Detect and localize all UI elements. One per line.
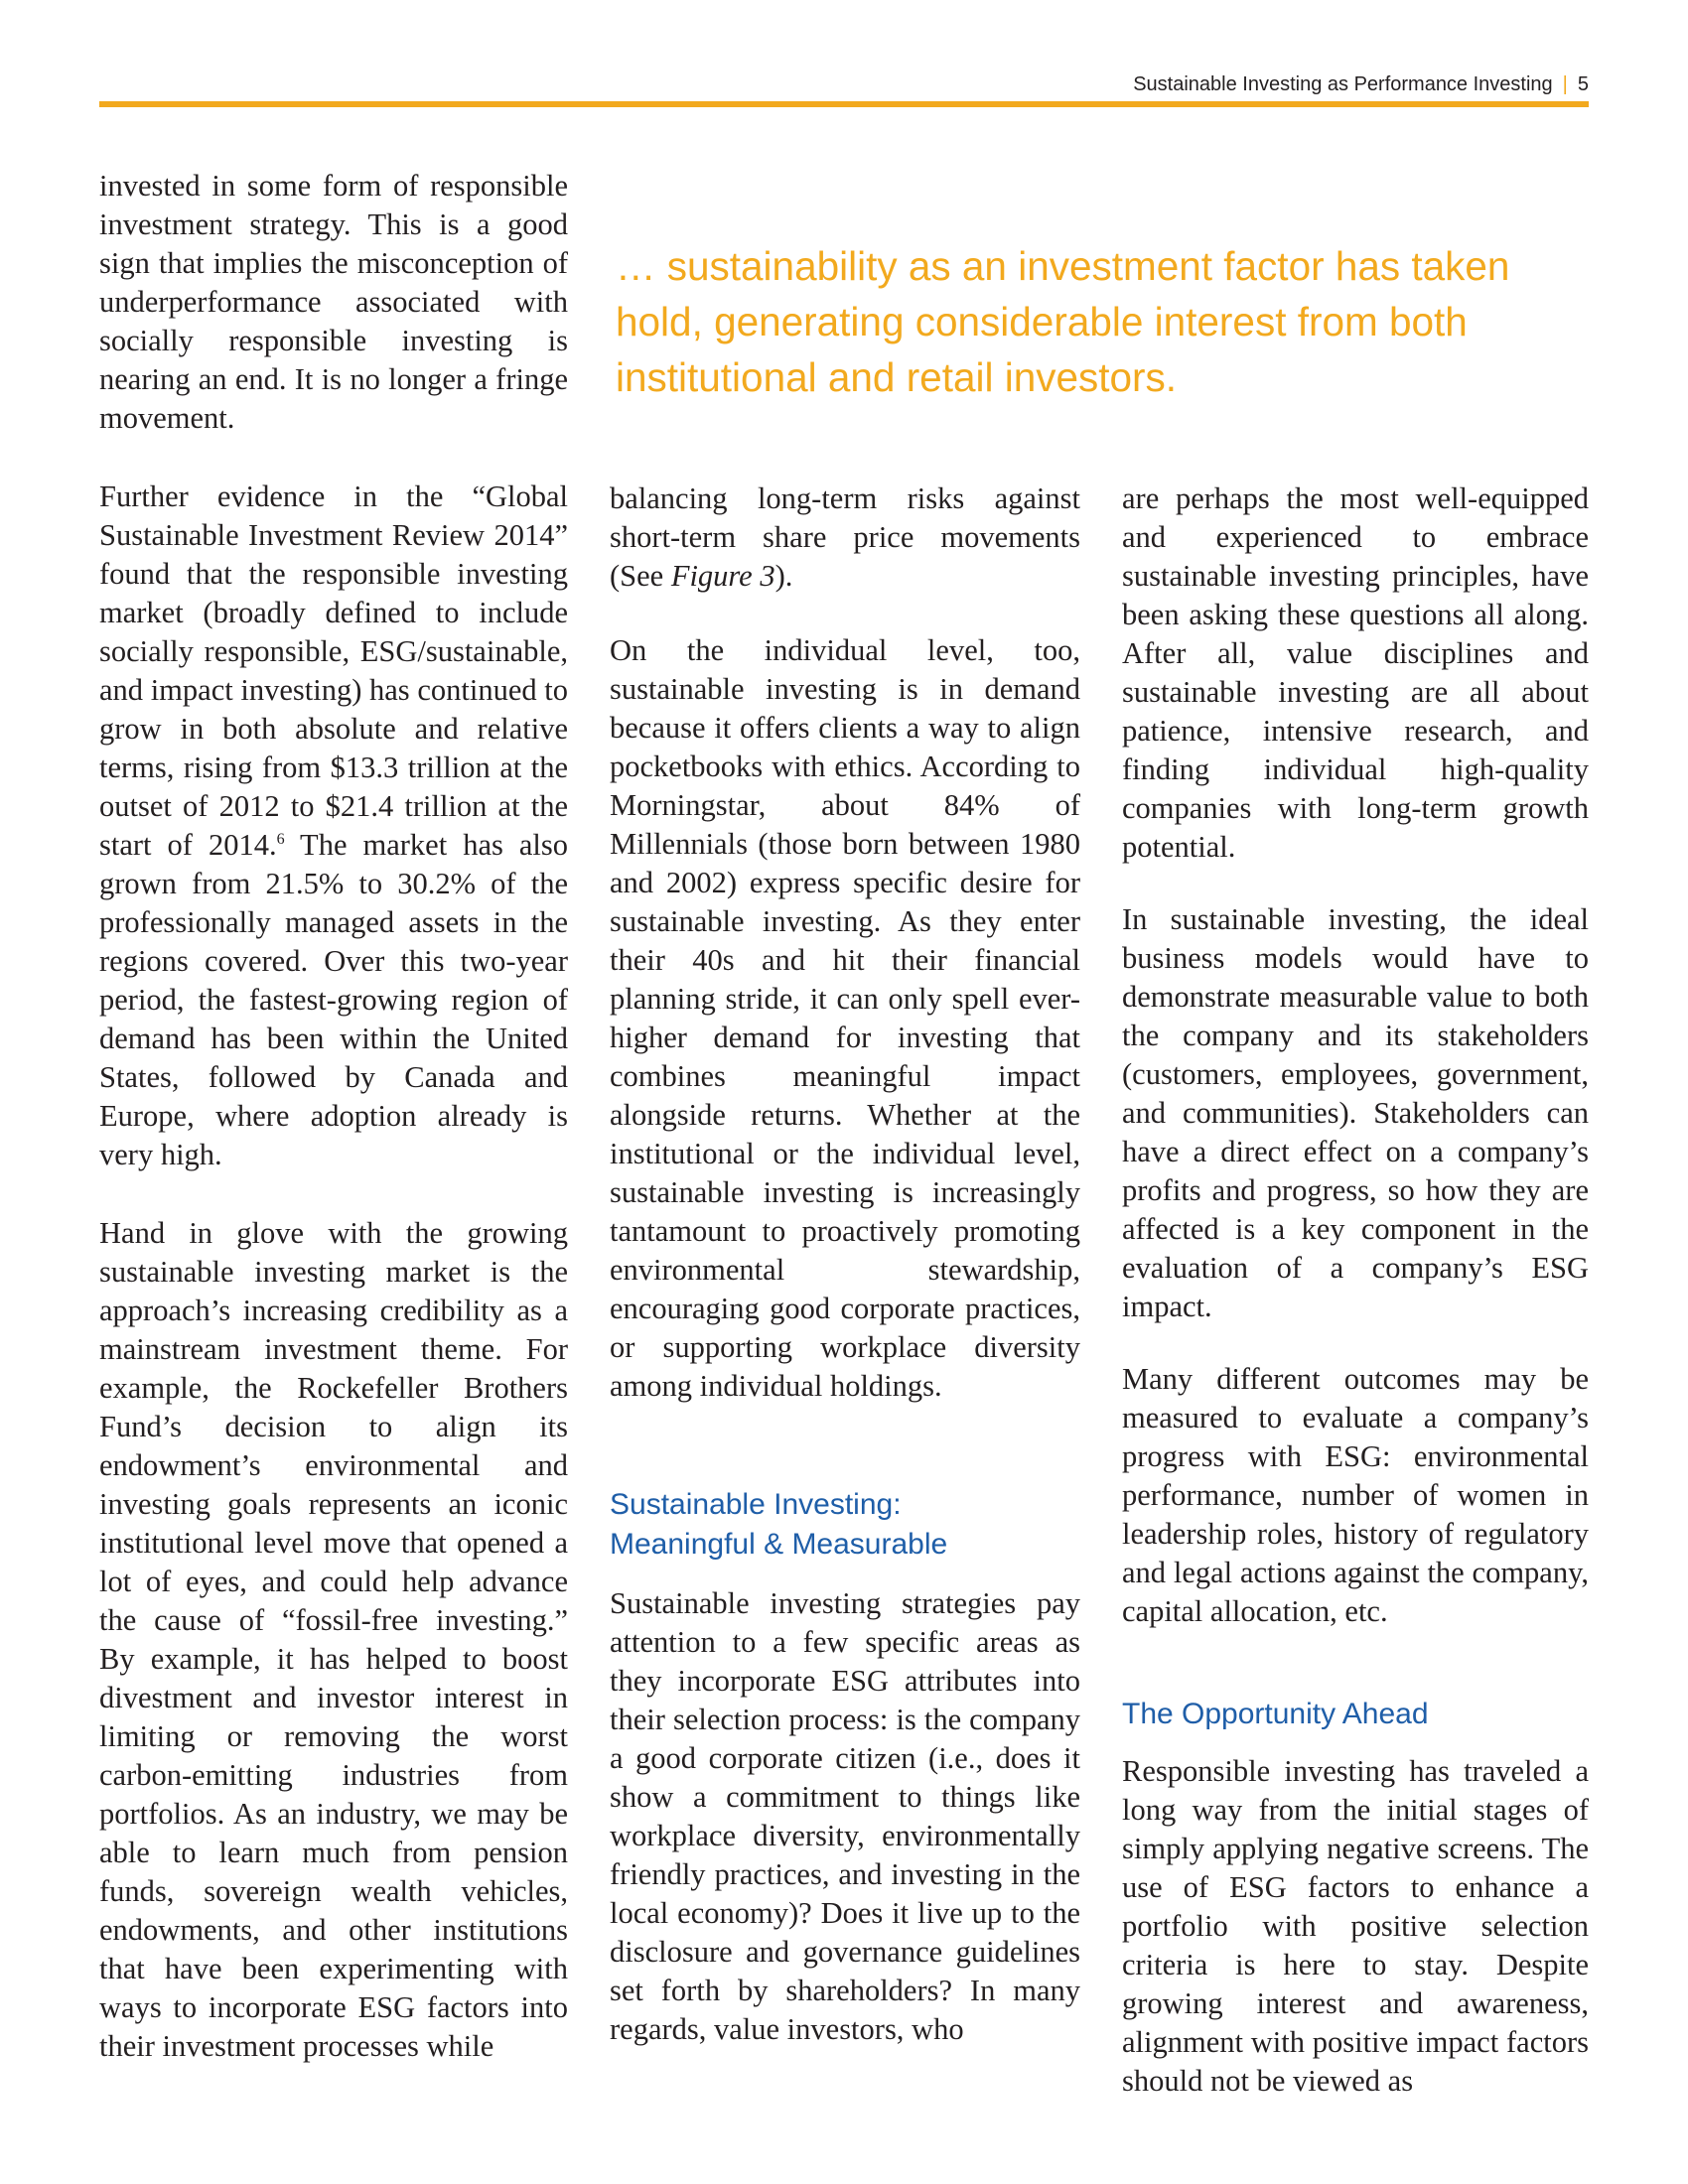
running-title: Sustainable Investing as Performance Investing: [1133, 73, 1553, 95]
paragraph: On the individual level, too, sustainable investing is in demand because it offers clients a way to align pocketbooks with ethics. According to Morningstar, about 84% of Millennials (those born between 1980 and 2002) express specific desire for sustainable investing. As they enter their 40s and hit their financial planning stride, it can only spell ever-higher demand for investing that combines meaningful impact alongside returns. Whether at the institutional or the individual level, sustainable investing is increasingly tantamount to proactively promoting environmental stewardship, encouraging good corporate practices, or supporting workplace diversity among individual holdings.: [610, 633, 1080, 1403]
paragraph: Hand in glove with the growing sustainable investing market is the approach’s increasing credibility as a mainstream investment theme. For example, the Rockefeller Brothers Fund’s decision to align its endowment’s environmental and investing goals represents an iconic institutional level move that opened a lot of eyes, and could help advance the cause of “fossil-free investing.” By example, it has helped to boost divestment and investor interest in limiting or removing the worst carbon-emitting industries from portfolios. As an industry, we may be able to learn much from pension funds, sovereign wealth vehicles, endowments, and other institutions that have been experimenting with ways to incorporate ESG factors into their investment processes while: [99, 1216, 568, 2063]
section-heading-line: Meaningful & Measurable: [610, 1528, 948, 1561]
paragraph: Responsible investing has traveled a long way from the initial stages of simply applying negative screens. The use of ESG factors to enhance a portfolio with positive selection criteria is here to stay. Despite growing interest and awareness, alignment with positive impact factors should not be viewed as: [1122, 1754, 1589, 2098]
paragraph: Many different outcomes may be measured to evaluate a company’s progress with ESG: environmental performance, number of women in leadership roles, history of regulatory and legal actions against the company, capital allocation, etc.: [1122, 1362, 1589, 1628]
header-rule: [99, 101, 1589, 107]
page-number: 5: [1577, 73, 1589, 95]
paragraph-text: balancing long-term risks against short-term share price movements (See: [610, 481, 1080, 593]
section-heading-line: Sustainable Investing:: [610, 1488, 902, 1521]
paragraph-text: ).: [774, 559, 793, 593]
paragraph-text: Further evidence in the “Global Sustainable Investment Review 2014” found that the responsible investing market (broadly defined to include socially responsible, ESG/sustainable, and impact investing) has continued to grow in both absolute and relative terms, rising from $13.3 trillion at the outset of 2012 to $21.4 trillion at the start of 2014.: [99, 479, 568, 862]
paragraph: [610, 479, 1080, 596]
header-separator: |: [1562, 73, 1568, 95]
section-heading: The Opportunity Ahead: [1122, 1698, 1429, 1730]
figure-reference: Figure 3: [670, 559, 775, 593]
footnote-marker: 6: [276, 830, 285, 848]
paragraph: Sustainable investing strategies pay attention to a few specific areas as they incorporate ESG attributes into their selection process: is the company a good corporate citizen (i.e., does it show a commitment to things like workplace diversity, environmentally friendly practices, and investing in the local economy)? Does it live up to the disclosure and governance guidelines set forth by shareholders? In many regards, value investors, who: [610, 1586, 1080, 2046]
paragraph: [99, 478, 568, 1174]
text-column-3: [1122, 479, 1589, 2101]
running-header: [99, 69, 1589, 99]
paragraph: In sustainable investing, the ideal business models would have to demonstrate measurable value to both the company and its stakeholders (customers, employees, government, and communities). Stakeholders can have a direct effect on a company’s profits and progress, so how they are affected is a key component in the evaluation of a company’s ESG impact.: [1122, 902, 1589, 1323]
paragraph-text: The market has also grown from 21.5% to 30.2% of the professionally managed assets in the regions covered. Over this two-year period, the fastest-growing region of demand has been within the United States, followed by Canada and Europe, where adoption already is very high.: [99, 828, 569, 1171]
paragraph: are perhaps the most well-equipped and experienced to embrace sustainable investing principles, have been asking these questions all along. After all, value disciplines and sustainable investing are all about patience, intensive research, and finding individual high-quality companies with long-term growth potential.: [1122, 481, 1589, 864]
pull-quote: … sustainability as an investment factor has taken hold, generating considerable interest from both institutional and retail investors.: [616, 243, 1510, 400]
paragraph: invested in some form of responsible investment strategy. This is a good sign that implies the misconception of underperformance associated with socially responsible investing is nearing an end. It is no longer a fringe movement.: [99, 169, 568, 435]
text-column-2: [610, 479, 1080, 2049]
text-column-1: [99, 167, 568, 2066]
section-heading: [610, 1485, 1080, 1565]
